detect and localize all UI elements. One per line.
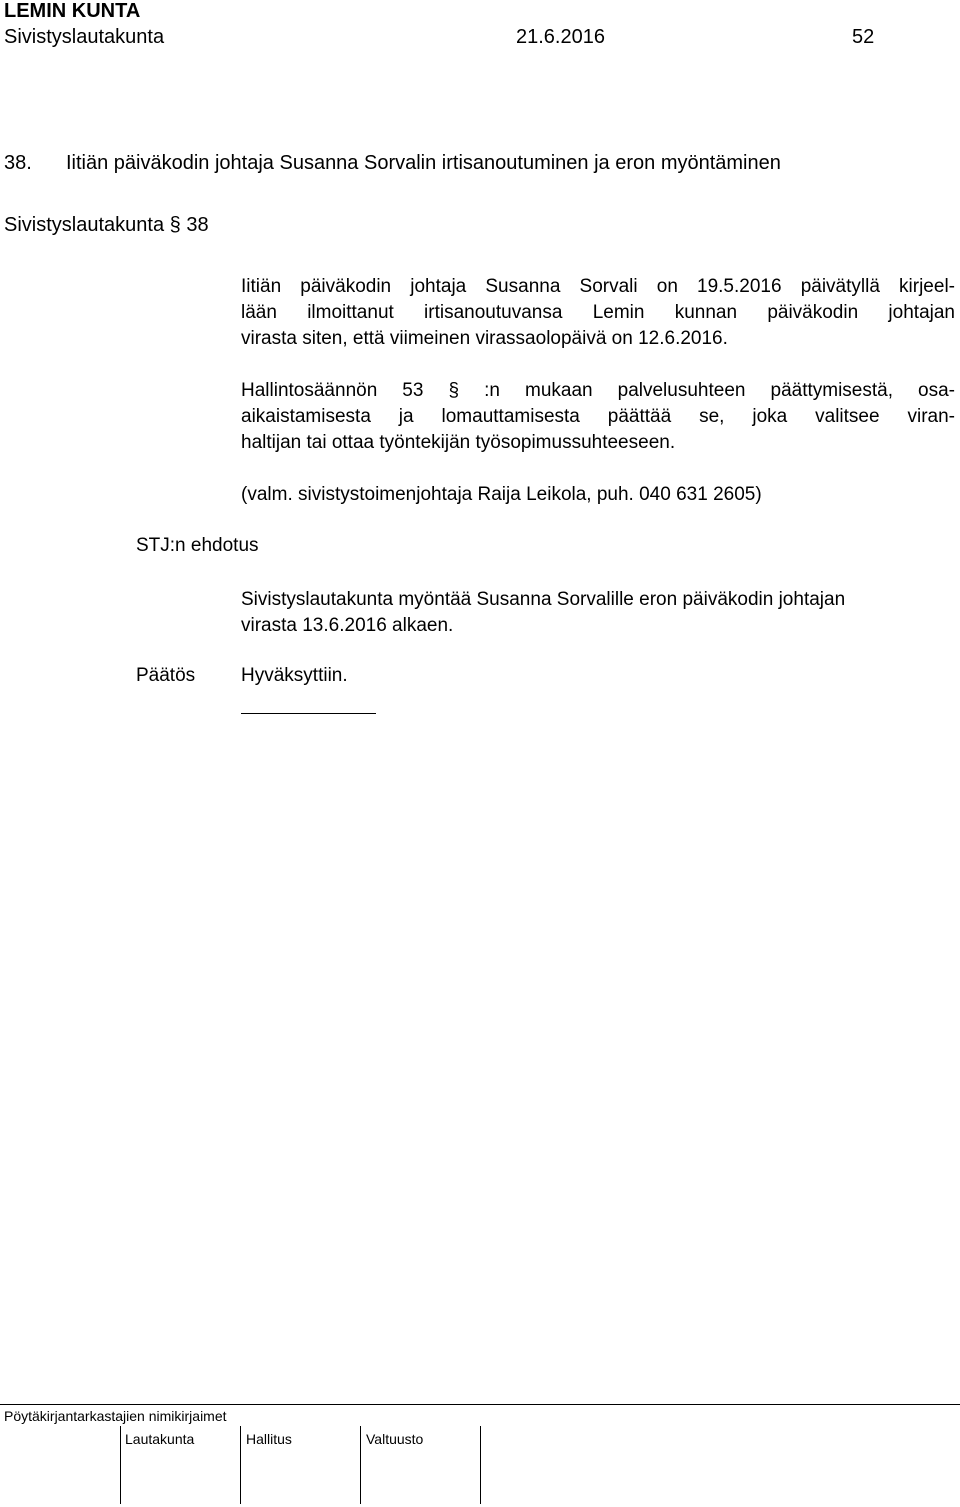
- text-line: virasta 13.6.2016 alkaen.: [241, 615, 454, 636]
- text-line: Hallintosäännön 53 § :n mukaan palvelusuhteen päättymisestä, osa-: [241, 380, 955, 401]
- decision-underline: [241, 713, 376, 714]
- text-line: Sivistyslautakunta myöntää Susanna Sorvalille eron päiväkodin johtajan: [241, 589, 846, 610]
- footer-divider: [0, 1404, 960, 1405]
- text-line: virasta siten, että viimeinen virassaolopäivä on 12.6.2016.: [241, 328, 728, 349]
- column-lautakunta: Lautakunta: [125, 1431, 195, 1447]
- header-date: 21.6.2016: [516, 26, 605, 48]
- proposal-label: STJ:n ehdotus: [136, 535, 259, 556]
- column-hallitus: Hallitus: [246, 1431, 292, 1447]
- section-reference: Sivistyslautakunta § 38: [4, 214, 209, 236]
- header-body-name: Sivistyslautakunta: [4, 26, 165, 48]
- paragraph-notice: [241, 274, 955, 352]
- text-line: lään ilmoittanut irtisanoutuvansa Lemin kunnan päiväkodin johtajan: [241, 302, 955, 323]
- page-number: 52: [852, 26, 875, 48]
- item-title: Iitiän päiväkodin johtaja Susanna Sorvalin irtisanoutuminen ja eron myöntäminen: [66, 152, 781, 174]
- signature-box-divider: [360, 1426, 361, 1504]
- item-number: 38.: [4, 152, 32, 174]
- decision-label: Päätös: [136, 665, 196, 686]
- signers-label: Pöytäkirjantarkastajien nimikirjaimet: [4, 1408, 227, 1424]
- column-valtuusto: Valtuusto: [366, 1431, 424, 1447]
- paragraph-proposal: [241, 587, 955, 639]
- signature-box-divider: [120, 1426, 121, 1504]
- text-line: Iitiän päiväkodin johtaja Susanna Sorvali on 19.5.2016 päivätyllä kirjeel-: [241, 276, 955, 297]
- organization-name: LEMIN KUNTA: [4, 0, 141, 22]
- signature-box-divider: [480, 1426, 481, 1504]
- paragraph-regulation: [241, 378, 955, 456]
- text-line: (valm. sivistystoimenjohtaja Raija Leikola, puh. 040 631 2605): [241, 484, 762, 505]
- decision-text: Hyväksyttiin.: [241, 665, 348, 686]
- signature-box-divider: [240, 1426, 241, 1504]
- text-line: aikaistamisesta ja lomauttamisesta päättää se, joka valitsee viran-: [241, 406, 955, 427]
- text-line: haltijan tai ottaa työntekijän työsopimussuhteeseen.: [241, 432, 676, 453]
- paragraph-preparer: [241, 482, 955, 508]
